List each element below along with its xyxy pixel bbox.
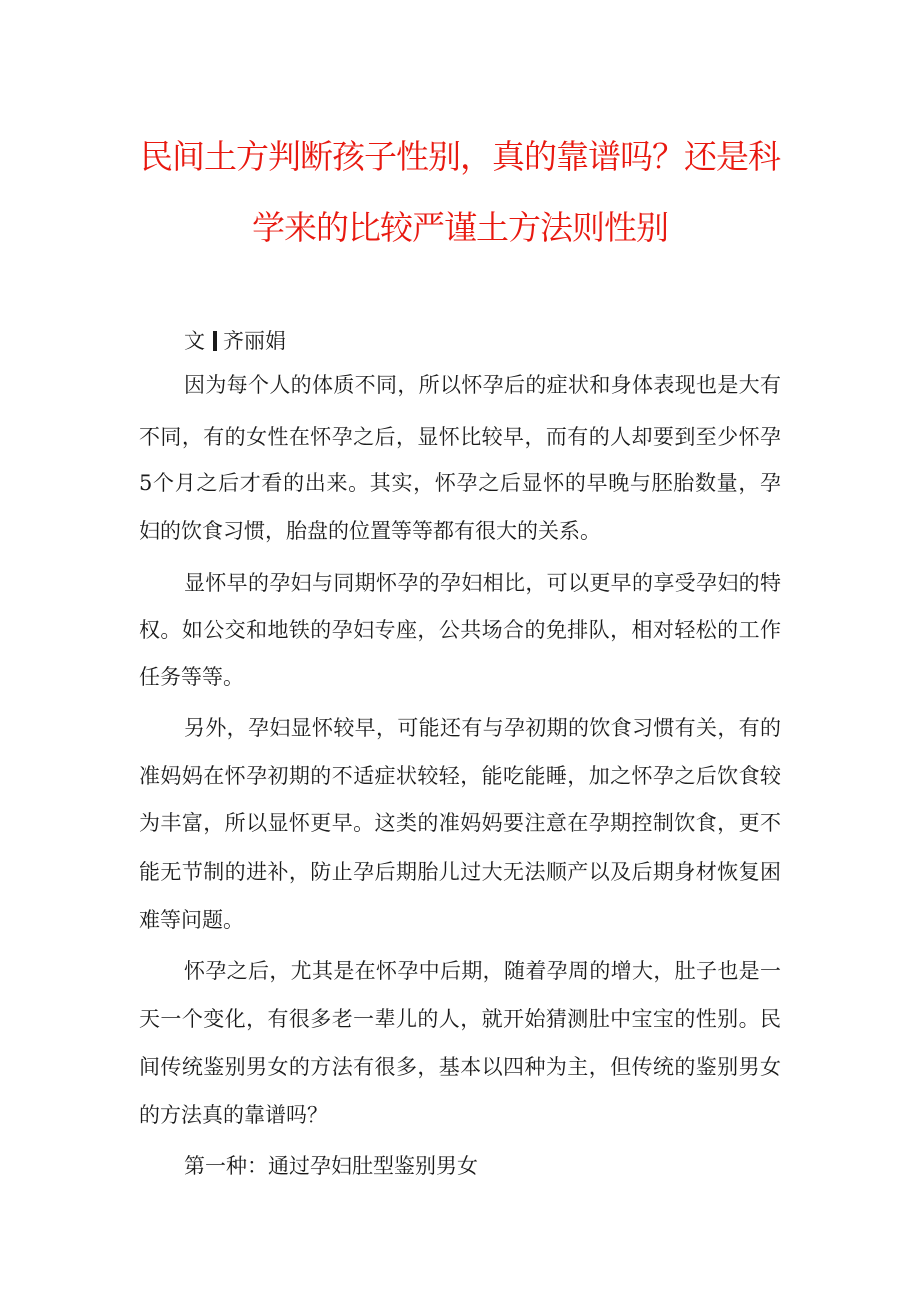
title-line-1: 民间土方判断孩子性别，真的靠谱吗？还是科 [140, 137, 780, 176]
paragraph-4-line-2: 天一个变化，有很多老一辈儿的人，就开始猜测肚中宝宝的性别。民 [139, 1007, 781, 1031]
paragraph-1-line-1: 因为每个人的体质不同，所以怀孕后的症状和身体表现也是大有 [184, 373, 781, 397]
title-line-2: 学来的比较严谨土方法则性别 [252, 208, 668, 247]
byline [184, 325, 286, 355]
paragraph-1-line-4: 妇的饮食习惯，胎盘的位置等等都有很大的关系。 [139, 519, 601, 543]
paragraph-3-line-3: 为丰富，所以显怀更早。这类的准妈妈要注意在孕期控制饮食，更不 [139, 811, 781, 835]
paragraph-4-line-4: 的方法真的靠谱吗？ [139, 1103, 328, 1127]
byline-prefix: 文 [184, 329, 205, 353]
byline-separator [213, 331, 217, 351]
paragraph-4-line-1: 怀孕之后，尤其是在怀孕中后期，随着孕周的增大，肚子也是一 [184, 959, 781, 983]
paragraph-3-line-4: 能无节制的进补，防止孕后期胎儿过大无法顺产以及后期身材恢复困 [139, 860, 781, 884]
paragraph-3-line-1: 另外，孕妇显怀较早，可能还有与孕初期的饮食习惯有关，有的 [184, 716, 781, 740]
paragraph-4-line-3: 间传统鉴别男女的方法有很多，基本以四种为主，但传统的鉴别男女 [139, 1055, 781, 1079]
paragraph-2-line-1: 显怀早的孕妇与同期怀孕的孕妇相比，可以更早的享受孕妇的特 [184, 571, 781, 595]
paragraph-3-line-5: 难等问题。 [139, 908, 244, 932]
paragraph-1-line-2: 不同，有的女性在怀孕之后，显怀比较早，而有的人却要到至少怀孕 [139, 425, 781, 449]
byline-author: 齐丽娟 [223, 329, 286, 353]
paragraph-2-line-3: 任务等等。 [139, 665, 244, 689]
section-heading-first-method: 第一种：通过孕妇肚型鉴别男女 [184, 1154, 478, 1178]
paragraph-1-line-3: 5个月之后才看的出来。其实，怀孕之后显怀的早晚与胚胎数量，孕 [139, 471, 781, 495]
paragraph-3-line-2: 准妈妈在怀孕初期的不适症状较轻，能吃能睡，加之怀孕之后饮食较 [139, 764, 781, 788]
paragraph-2-line-2: 权。如公交和地铁的孕妇专座，公共场合的免排队，相对轻松的工作 [139, 618, 781, 642]
